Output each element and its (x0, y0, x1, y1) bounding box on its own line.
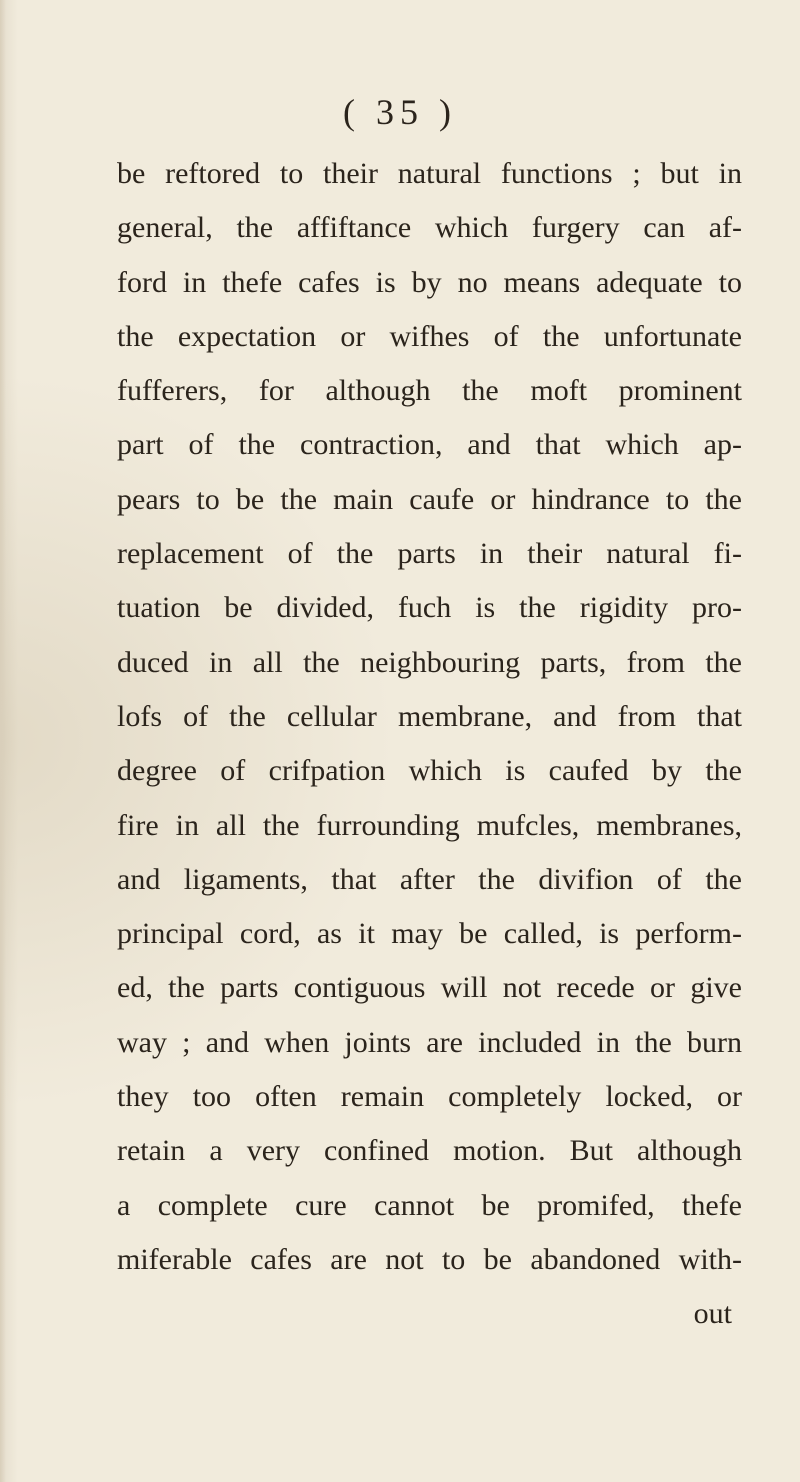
text-line: they too often remain completely locked, or (117, 1080, 742, 1114)
text-line: ford in thefe cafes is by no means adequate to (117, 265, 742, 299)
text-line: fufferers, for although the moft prominent (117, 374, 742, 408)
text-line: the expectation or wifhes of the unfortunate (117, 319, 742, 353)
text-line: degree of crifpation which is caufed by the (117, 754, 742, 788)
text-line: replacement of the parts in their natural fi- (117, 537, 742, 571)
text-line: lofs of the cellular membrane, and from that (117, 699, 742, 733)
text-line: fire in all the furrounding mufcles, membranes, (117, 808, 742, 842)
text-line: a complete cure cannot be promifed, thefe (117, 1188, 742, 1222)
text-line: pears to be the main caufe or hindrance to the (117, 482, 742, 516)
text-line: miferable cafes are not to be abandoned with- (117, 1242, 742, 1276)
page-binding-edge (0, 0, 6, 1482)
body-text (117, 147, 742, 1342)
text-line: principal cord, as it may be called, is perform- (117, 917, 742, 951)
text-line: retain a very confined motion. But although (117, 1134, 742, 1168)
text-line: part of the contraction, and that which ap- (117, 428, 742, 462)
text-line: general, the affiftance which furgery can af- (117, 211, 742, 245)
catchword: out (693, 1297, 732, 1331)
text-line: be reftored to their natural functions ; but in (117, 157, 742, 190)
text-line: duced in all the neighbouring parts, from the (117, 645, 742, 679)
text-line: ed, the parts contiguous will not recede or give (117, 971, 742, 1005)
text-line: tuation be divided, fuch is the rigidity pro- (117, 591, 742, 625)
text-line: and ligaments, that after the divifion of the (117, 862, 742, 896)
page-number: ( 35 ) (343, 92, 457, 132)
text-line: way ; and when joints are included in the burn (117, 1025, 742, 1059)
